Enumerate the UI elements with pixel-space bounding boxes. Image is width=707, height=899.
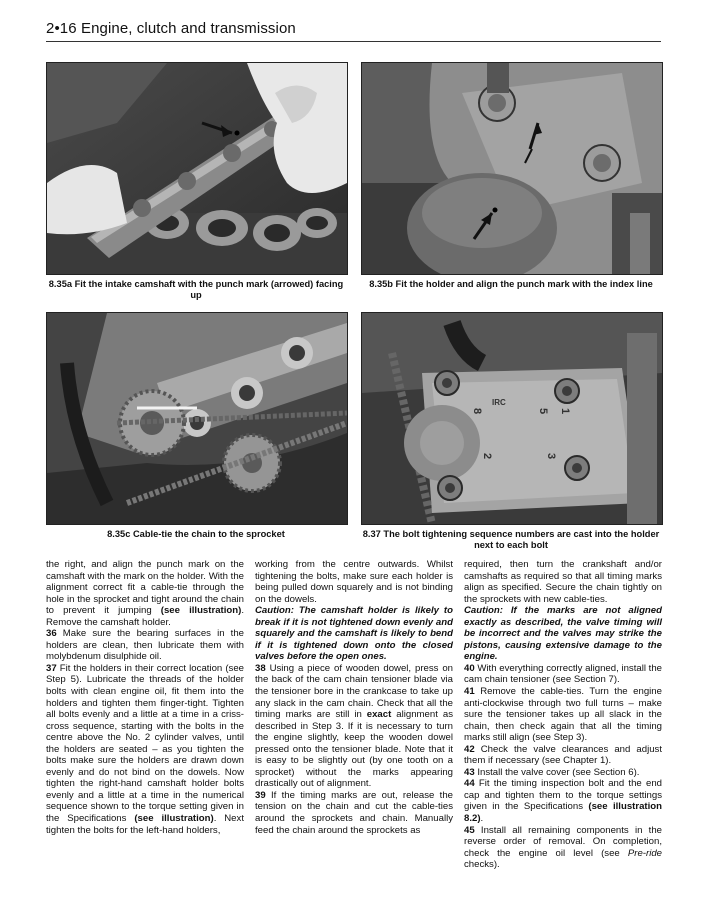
photo-8-37 (361, 312, 663, 525)
step-44 (464, 778, 662, 824)
illustration-ref: (see illustration 8.2) (464, 801, 663, 825)
illustration-ref: (see illustration) (134, 813, 214, 825)
caution-note: Caution: The camshaft holder is likely to break if it is not tightened down evenly and squarely and the camshaft is likely to bend if it is tightened down onto the closed valves before the open ones. (255, 605, 453, 663)
step-number: 43 (464, 766, 475, 778)
step-42 (464, 744, 662, 767)
seq-5-label: 5 (537, 408, 549, 415)
step-number: 39 (255, 789, 266, 801)
step-43 (464, 767, 662, 779)
header-rule (46, 41, 661, 42)
photo-8-35b (361, 62, 663, 275)
step-text: With everything correctly aligned, install the cam chain tensioner (see Section 7). (464, 662, 663, 686)
step-number: 45 (464, 824, 475, 836)
text-column-3 (464, 559, 662, 871)
step-text: . Next tighten the bolts for the left-hand holders, (46, 813, 244, 836)
step-text: Remove the cable-ties. Turn the engine anti-clockwise through two full turns – make sure the tensioner takes up all slack in the chain, then check again that all the timing marks still align (see Step 3). (464, 686, 662, 744)
step-text: Using a piece of wooden dowel, press on the back of the cam chain tensioner blade via the tensioner bore in the crankcase to take up any slack in the cam chain. Check that all the timing marks are still in (255, 662, 453, 721)
step-text: Check the valve clearances and adjust them if necessary (see Chapter 1). (464, 743, 662, 767)
seq-8-label: 8 (471, 408, 483, 415)
paragraph-continued: required, then turn the crankshaft and/or camshafts as required so that all timing marks align as specified. Secure the chain tightly on the sprockets with new cable-ties. (464, 559, 662, 605)
text-column-1 (46, 559, 244, 836)
step-38 (255, 663, 453, 790)
step-41 (464, 686, 662, 744)
step-text: If the timing marks are out, release the tension on the chain and cut the cable-ties around the sprockets and chain. Manually feed the chain around the sprockets as (255, 789, 454, 836)
page-number: 2•16 (46, 20, 77, 37)
photo-8-35a (46, 62, 348, 275)
text-column-2 (255, 559, 453, 836)
step-45 (464, 825, 662, 871)
cast-text-label: IRC (492, 398, 506, 407)
step-37 (46, 663, 244, 836)
step-number: 41 (464, 686, 475, 698)
paragraph-continued (46, 559, 244, 628)
caption-8-37: 8.37 The bolt tightening sequence numbers are cast into the holder next to each bolt (362, 529, 660, 550)
caution-note: Caution: If the marks are not aligned exactly as described, the valve timing will be incorrect and the valves may strike the pistons, causing extensive damage to the engine. (464, 605, 662, 663)
seq-1-label: 1 (559, 408, 571, 415)
step-36 (46, 628, 244, 663)
caption-8-35b: 8.35b Fit the holder and align the punch mark with the index line (369, 279, 653, 289)
step-text: checks). (464, 859, 500, 871)
step-number: 36 (46, 628, 57, 640)
step-number: 37 (46, 662, 57, 674)
step-40 (464, 663, 662, 686)
step-text: Install the valve cover (see Section 6). (477, 766, 640, 778)
seq-3-label: 3 (545, 453, 557, 460)
paragraph-continued: working from the centre outwards. Whilst tightening the bolts, make sure each holder is being pulled down squarely and is not binding on the dowels. (255, 559, 453, 605)
emphasis: exact (366, 709, 392, 721)
text: . Remove the camshaft holder. (46, 605, 244, 628)
text: the right, and align the punch mark on the camshaft with the mark on the holder. With the alignment correct fit a cable-tie through the hole in the sprocket and tight around the chain to prevent it jumping (46, 559, 244, 617)
caption-8-35a: 8.35a Fit the intake camshaft with the punch mark (arrowed) facing up (48, 279, 344, 300)
step-text: Fit the holders in their correct location (see Step 5). Lubricate the threads of the holder bolts with clean engine oil, fit them into the holders and tighten them finger-tight. Tighten all bolts evenly and a little at a time in a criss-cross sequence, starting with the bolts in the centre above the No. 2 cylinder valves, until the holders are seated – as you tighten the bolts make sure the holders are drawn down evenly and do not bind on the dowels. Now tighten the right-hand camshaft holder bolts evenly and a little at a time in the numerical sequence shown to the torque setting given in the Specifications (46, 662, 244, 825)
page-title: Engine, clutch and transmission (80, 20, 296, 37)
illustration-ref: (see illustration) (160, 605, 242, 617)
seq-2-label: 2 (481, 453, 493, 460)
step-number: 38 (255, 662, 266, 674)
reference-title: Pre-ride (627, 847, 662, 859)
page-header (46, 20, 296, 37)
step-39 (255, 790, 453, 836)
step-text: . (480, 813, 484, 825)
step-text: Make sure the bearing surfaces in the holders are clean, then lubricate them with molybdenum disulphide oil. (46, 628, 244, 663)
step-text: Install all remaining components in the reverse order of removal. On completion, check the engine oil level (see (464, 824, 662, 859)
photo-8-35c (46, 312, 348, 525)
step-number: 40 (464, 662, 475, 674)
step-text: Fit the timing inspection bolt and the end cap and tighten them to the torque settings given in the Specifications (464, 778, 662, 813)
caption-8-35c: 8.35c Cable-tie the chain to the sprocket (107, 529, 285, 539)
step-number: 44 (464, 778, 475, 790)
step-text: alignment as described in Step 3. If it is necessary to turn the engine slightly, keep the wooden dowel pressed onto the tensioner blade. Note that it is easy to be slightly out (by one tooth on a sprocket) without the marks appearing drastically out of alignment. (255, 709, 453, 790)
step-number: 42 (464, 743, 475, 755)
